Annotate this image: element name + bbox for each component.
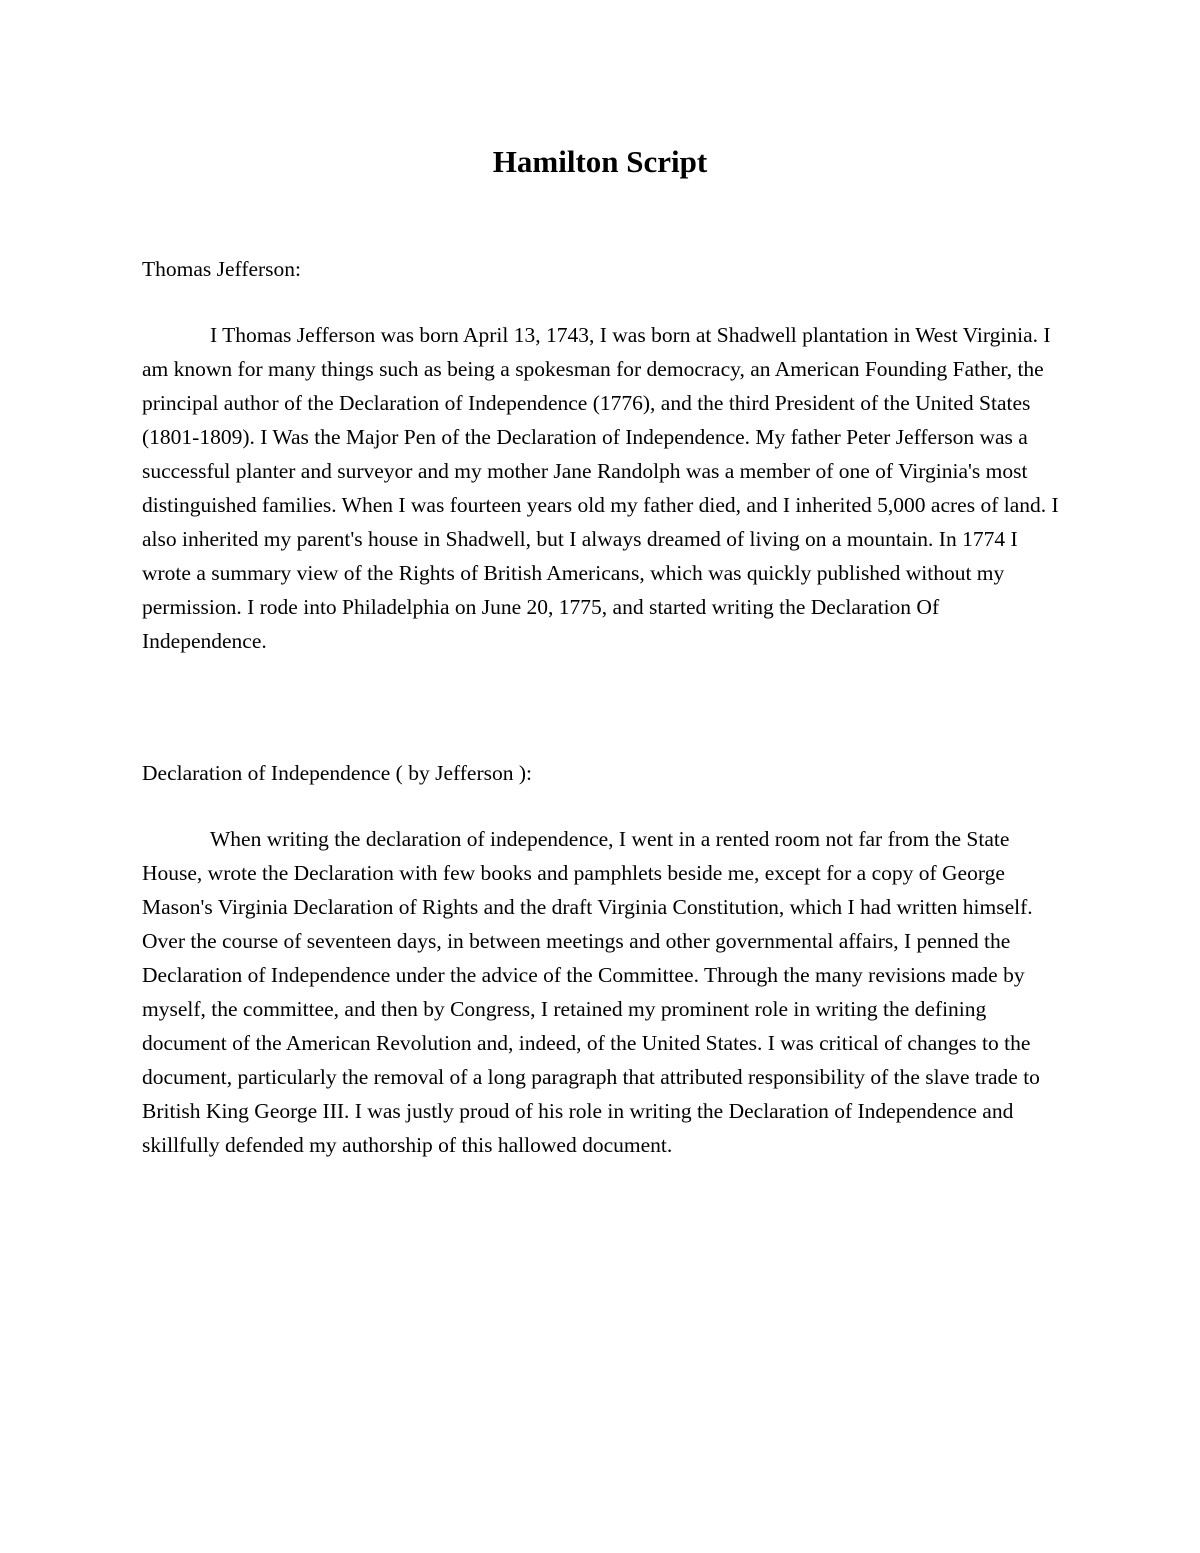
section-heading-thomas-jefferson: Thomas Jefferson: bbox=[142, 257, 302, 281]
paragraph-declaration-writing: When writing the declaration of independence, I went in a rented room not far from the State House, wrote the Declaration with few books and pamphlets beside me, except for a copy of George Mason's Virginia Declaration of Rights and the draft Virginia Constitution, which I had written himself. Over the course of seventeen days, in between meetings and other governmental affairs, I penned the Declaration of Independence under the advice of the Committee. Through the many revisions made by myself, the committee, and then by Congress, I retained my prominent role in writing the defining document of the American Revolution and, indeed, of the United States. I was critical of changes to the document, particularly the removal of a long paragraph that attributed responsibility of the slave trade to British King George III. I was justly proud of his role in writing the Declaration of Independence and skillfully defended my authorship of this hallowed document. bbox=[142, 827, 1040, 1157]
section-heading-declaration: Declaration of Independence ( by Jefferson ): bbox=[142, 761, 533, 785]
paragraph-thomas-jefferson-bio: I Thomas Jefferson was born April 13, 1743, I was born at Shadwell plantation in West Virginia. I am known for many things such as being a spokesman for democracy, an American Founding Father, the principal author of the Declaration of Independence (1776), and the third President of the United States (1801-1809). I Was the Major Pen of the Declaration of Independence. My father Peter Jefferson was a successful planter and surveyor and my mother Jane Randolph was a member of one of Virginia's most distinguished families. When I was fourteen years old my father died, and I inherited 5,000 acres of land. I also inherited my parent's house in Shadwell, but I always dreamed of living on a mountain. In 1774 I wrote a summary view of the Rights of British Americans, which was quickly published without my permission. I rode into Philadelphia on June 20, 1775, and started writing the Declaration Of Independence. bbox=[142, 323, 1059, 653]
document-title: Hamilton Script bbox=[492, 144, 708, 179]
